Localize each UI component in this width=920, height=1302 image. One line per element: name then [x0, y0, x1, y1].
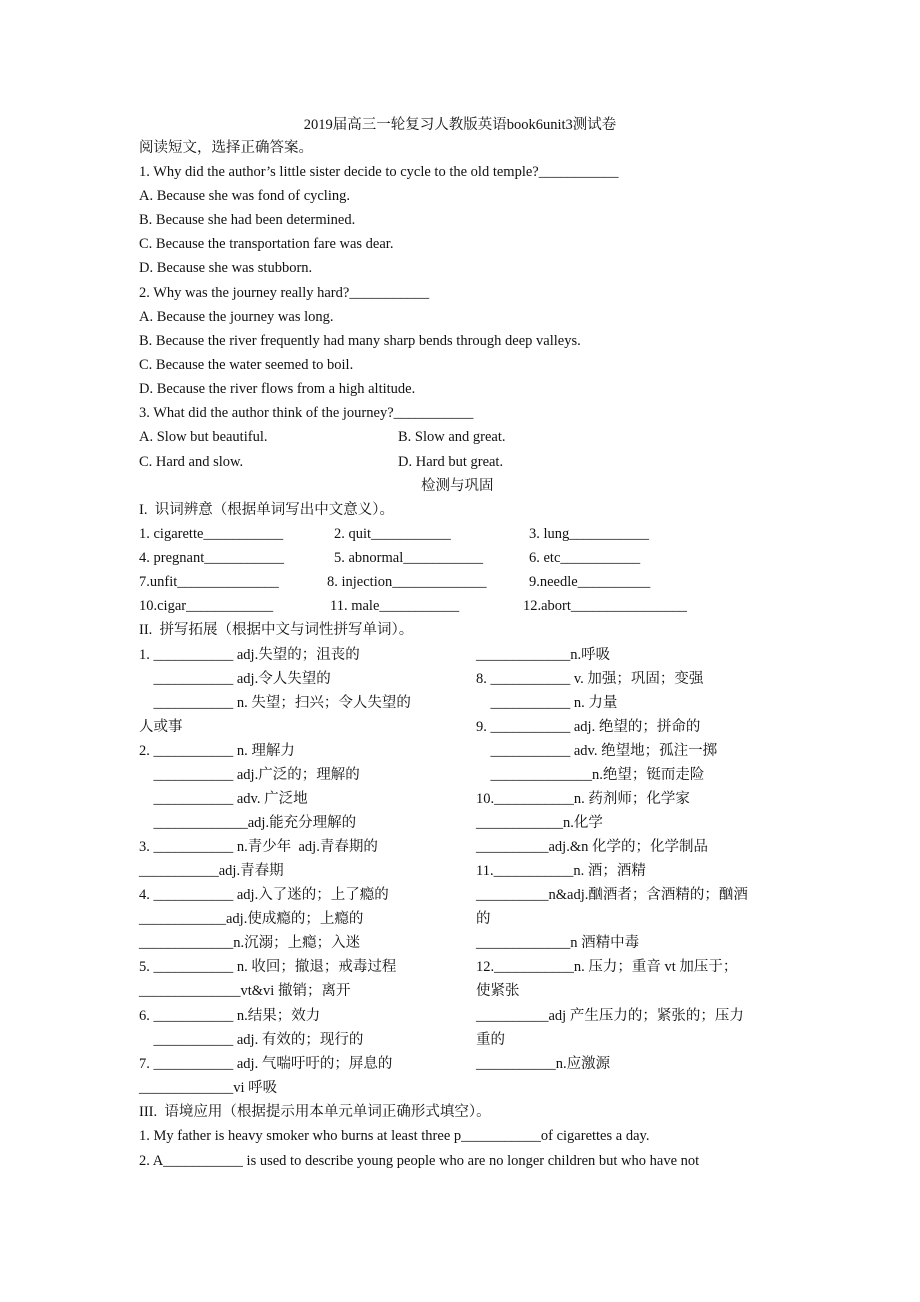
- vocab-item: 4. pregnant___________: [139, 550, 284, 566]
- question-3-option-b: B. Slow and great.: [398, 429, 506, 445]
- spelling-line: 4. ___________ adj.入了迷的；上了瘾的: [139, 887, 389, 903]
- part2-heading: II. 拼写拓展（根据中文与词性拼写单词）。: [139, 622, 414, 638]
- question-1-option-c: C. Because the transportation fare was dear.: [139, 236, 394, 252]
- spelling-line: ___________ adv. 绝望地；孤注一掷: [476, 743, 718, 759]
- question-3: 3. What did the author think of the journey?___________: [139, 405, 474, 421]
- question-2-option-c: C. Because the water seemed to boil.: [139, 357, 354, 373]
- spelling-line: ____________n.化学: [476, 815, 603, 831]
- vocab-item: 9.needle__________: [529, 574, 651, 590]
- spelling-line: ___________ n. 力量: [476, 695, 618, 711]
- spelling-line: __________adj 产生压力的；紧张的；压力: [476, 1008, 744, 1024]
- context-sentence: 2. A___________ is used to describe young people who are no longer children but who have not: [139, 1153, 700, 1169]
- spelling-line: 10.___________n. 药剂师；化学家: [476, 791, 690, 807]
- spelling-line: 8. ___________ v. 加强；巩固；变强: [476, 671, 704, 687]
- spelling-line: _____________vi 呼吸: [139, 1080, 278, 1096]
- spelling-line: __________adj.&n 化学的；化学制品: [476, 839, 708, 855]
- part3-heading: III. 语境应用（根据提示用本单元单词正确形式填空）。: [139, 1104, 491, 1120]
- spelling-line: 1. ___________ adj.失望的；沮丧的: [139, 647, 360, 663]
- spelling-line: __________n&adj.酗酒者；含酒精的；酗酒: [476, 887, 748, 903]
- spelling-line: ______________n.绝望；铤而走险: [476, 767, 705, 783]
- spelling-line: 9. ___________ adj. 绝望的；拼命的: [476, 719, 701, 735]
- spelling-line: 人或事: [139, 719, 183, 735]
- spelling-line: ___________ adj.广泛的；理解的: [139, 767, 360, 783]
- question-1-option-a: A. Because she was fond of cycling.: [139, 188, 350, 204]
- spelling-line: 重的: [476, 1032, 505, 1048]
- spelling-line: _____________n 酒精中毒: [476, 935, 640, 951]
- spelling-line: 3. ___________ n.青少年 adj.青春期的: [139, 839, 378, 855]
- question-1-option-b: B. Because she had been determined.: [139, 212, 356, 228]
- spelling-line: 7. ___________ adj. 气喘吁吁的；屏息的: [139, 1056, 393, 1072]
- spelling-line: 5. ___________ n. 收回；撤退；戒毒过程: [139, 959, 397, 975]
- spelling-line: _____________n.沉溺；上瘾；入迷: [139, 935, 361, 951]
- reading-instruction: 阅读短文，选择正确答案。: [139, 140, 313, 156]
- vocab-item: 10.cigar____________: [139, 598, 274, 614]
- section-heading: 检测与巩固: [421, 478, 494, 494]
- question-1-option-d: D. Because she was stubborn.: [139, 260, 313, 276]
- spelling-line: ___________ n. 失望；扫兴；令人失望的: [139, 695, 411, 711]
- spelling-line: 11.___________n. 酒；酒精: [476, 863, 646, 879]
- vocab-item: 5. abnormal___________: [334, 550, 484, 566]
- vocab-item: 1. cigarette___________: [139, 526, 284, 542]
- spelling-line: ___________ adj.令人失望的: [139, 671, 331, 687]
- page-title: 2019届高三一轮复习人教版英语book6unit3测试卷: [303, 117, 617, 133]
- question-2-option-a: A. Because the journey was long.: [139, 309, 334, 325]
- spelling-line: ___________ adv. 广泛地: [139, 791, 308, 807]
- vocab-item: 6. etc___________: [529, 550, 641, 566]
- part1-heading: I. 识词辨意（根据单词写出中文意义）。: [139, 502, 394, 518]
- question-3-option-a: A. Slow but beautiful.: [139, 429, 268, 445]
- spelling-line: 使紧张: [476, 983, 520, 999]
- vocab-item: 2. quit___________: [334, 526, 451, 542]
- question-3-option-d: D. Hard but great.: [398, 454, 504, 470]
- question-3-option-c: C. Hard and slow.: [139, 454, 244, 470]
- spelling-line: 12.___________n. 压力；重音 vt 加压于；: [476, 959, 738, 975]
- vocab-item: 7.unfit______________: [139, 574, 279, 590]
- question-1: 1. Why did the author’s little sister decide to cycle to the old temple?___________: [139, 164, 619, 180]
- spelling-line: ___________ adj. 有效的；现行的: [139, 1032, 364, 1048]
- spelling-line: 的: [476, 911, 491, 927]
- spelling-line: _____________n.呼吸: [476, 647, 611, 663]
- spelling-line: ______________vt&vi 撤销；离开: [139, 983, 351, 999]
- spelling-line: ___________adj.青春期: [139, 863, 284, 879]
- vocab-item: 8. injection_____________: [327, 574, 487, 590]
- spelling-line: ____________adj.使成瘾的；上瘾的: [139, 911, 364, 927]
- vocab-item: 3. lung___________: [529, 526, 650, 542]
- context-sentence: 1. My father is heavy smoker who burns at least three p___________of cigarettes a day.: [139, 1128, 650, 1144]
- spelling-line: ___________n.应激源: [476, 1056, 611, 1072]
- vocab-item: 11. male___________: [330, 598, 460, 614]
- question-2-option-d: D. Because the river flows from a high altitude.: [139, 381, 416, 397]
- vocab-item: 12.abort________________: [523, 598, 687, 614]
- question-2: 2. Why was the journey really hard?___________: [139, 285, 430, 301]
- question-2-option-b: B. Because the river frequently had many sharp bends through deep valleys.: [139, 333, 581, 349]
- spelling-line: 6. ___________ n.结果；效力: [139, 1008, 321, 1024]
- spelling-line: _____________adj.能充分理解的: [139, 815, 357, 831]
- spelling-line: 2. ___________ n. 理解力: [139, 743, 295, 759]
